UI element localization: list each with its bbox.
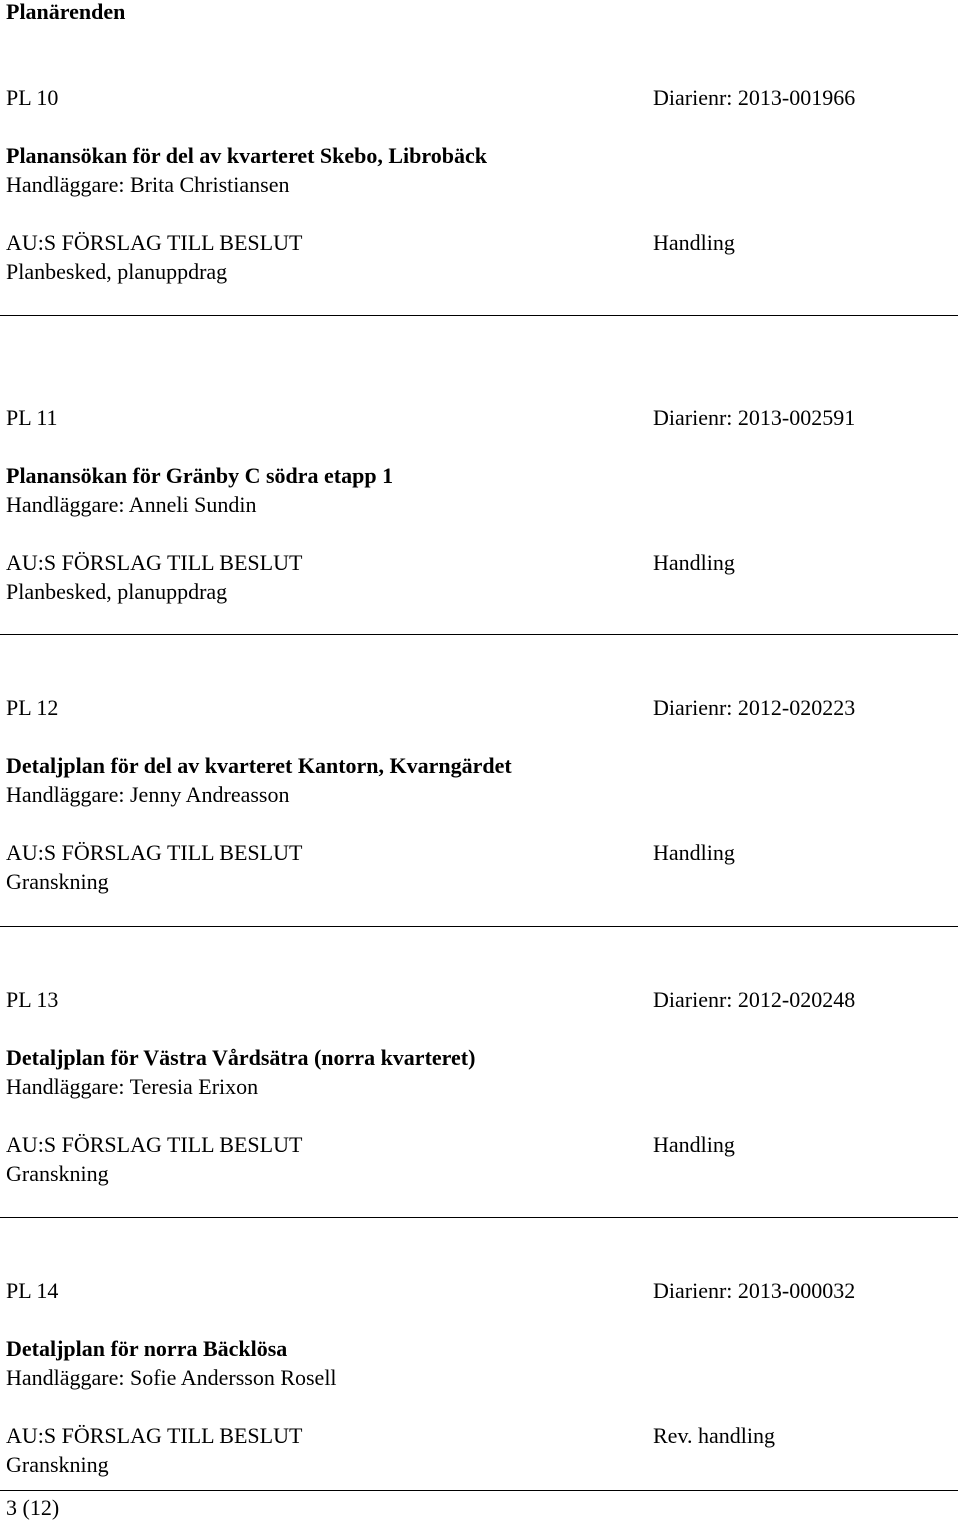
case-document-link[interactable]: Handling <box>653 550 735 575</box>
case-diarienr: Diarienr: 2013-000032 <box>653 1278 856 1303</box>
case-document-link[interactable]: Handling <box>653 230 735 255</box>
case-document-link[interactable]: Handling <box>653 840 735 865</box>
section-divider <box>0 1217 958 1218</box>
case-proposal-heading: AU:S FÖRSLAG TILL BESLUT <box>6 1423 303 1448</box>
case-handlaggare: Handläggare: Teresia Erixon <box>6 1074 259 1099</box>
case-section <box>0 693 960 953</box>
case-decision: Planbesked, planuppdrag <box>6 579 228 604</box>
case-title: Detaljplan för del av kvarteret Kantorn, Kvarngärdet <box>6 753 512 778</box>
case-decision: Granskning <box>6 1452 109 1477</box>
page-heading: Planärenden <box>6 0 126 24</box>
section-divider <box>0 926 958 927</box>
case-section <box>0 985 960 1245</box>
case-document-link[interactable]: Rev. handling <box>653 1423 775 1448</box>
case-handlaggare: Handläggare: Anneli Sundin <box>6 492 257 517</box>
case-title: Planansökan för Gränby C södra etapp 1 <box>6 463 394 488</box>
case-document-link[interactable]: Handling <box>653 1132 735 1157</box>
case-number: PL 12 <box>6 695 59 720</box>
case-decision: Granskning <box>6 1161 109 1186</box>
case-proposal-heading: AU:S FÖRSLAG TILL BESLUT <box>6 230 303 255</box>
case-number: PL 14 <box>6 1278 59 1303</box>
section-divider <box>0 634 958 635</box>
case-section <box>0 1276 960 1536</box>
case-proposal-heading: AU:S FÖRSLAG TILL BESLUT <box>6 550 303 575</box>
case-number: PL 10 <box>6 85 59 110</box>
case-handlaggare: Handläggare: Brita Christiansen <box>6 172 290 197</box>
case-number: PL 11 <box>6 405 58 430</box>
case-proposal-heading: AU:S FÖRSLAG TILL BESLUT <box>6 840 303 865</box>
case-title: Detaljplan för Västra Vårdsätra (norra kvarteret) <box>6 1045 476 1070</box>
case-diarienr: Diarienr: 2013-002591 <box>653 405 856 430</box>
case-section <box>0 83 960 343</box>
case-number: PL 13 <box>6 987 59 1012</box>
case-handlaggare: Handläggare: Sofie Andersson Rosell <box>6 1365 337 1390</box>
footer-divider <box>0 1490 958 1491</box>
case-diarienr: Diarienr: 2012-020223 <box>653 695 856 720</box>
case-title: Detaljplan för norra Bäcklösa <box>6 1336 288 1361</box>
page-number: 3 (12) <box>6 1495 60 1520</box>
case-decision: Granskning <box>6 869 109 894</box>
case-decision: Planbesked, planuppdrag <box>6 259 228 284</box>
case-diarienr: Diarienr: 2013-001966 <box>653 85 856 110</box>
section-divider <box>0 315 958 316</box>
case-section <box>0 403 960 663</box>
case-handlaggare: Handläggare: Jenny Andreasson <box>6 782 290 807</box>
case-diarienr: Diarienr: 2012-020248 <box>653 987 856 1012</box>
case-title: Planansökan för del av kvarteret Skebo, Librobäck <box>6 143 488 168</box>
case-proposal-heading: AU:S FÖRSLAG TILL BESLUT <box>6 1132 303 1157</box>
